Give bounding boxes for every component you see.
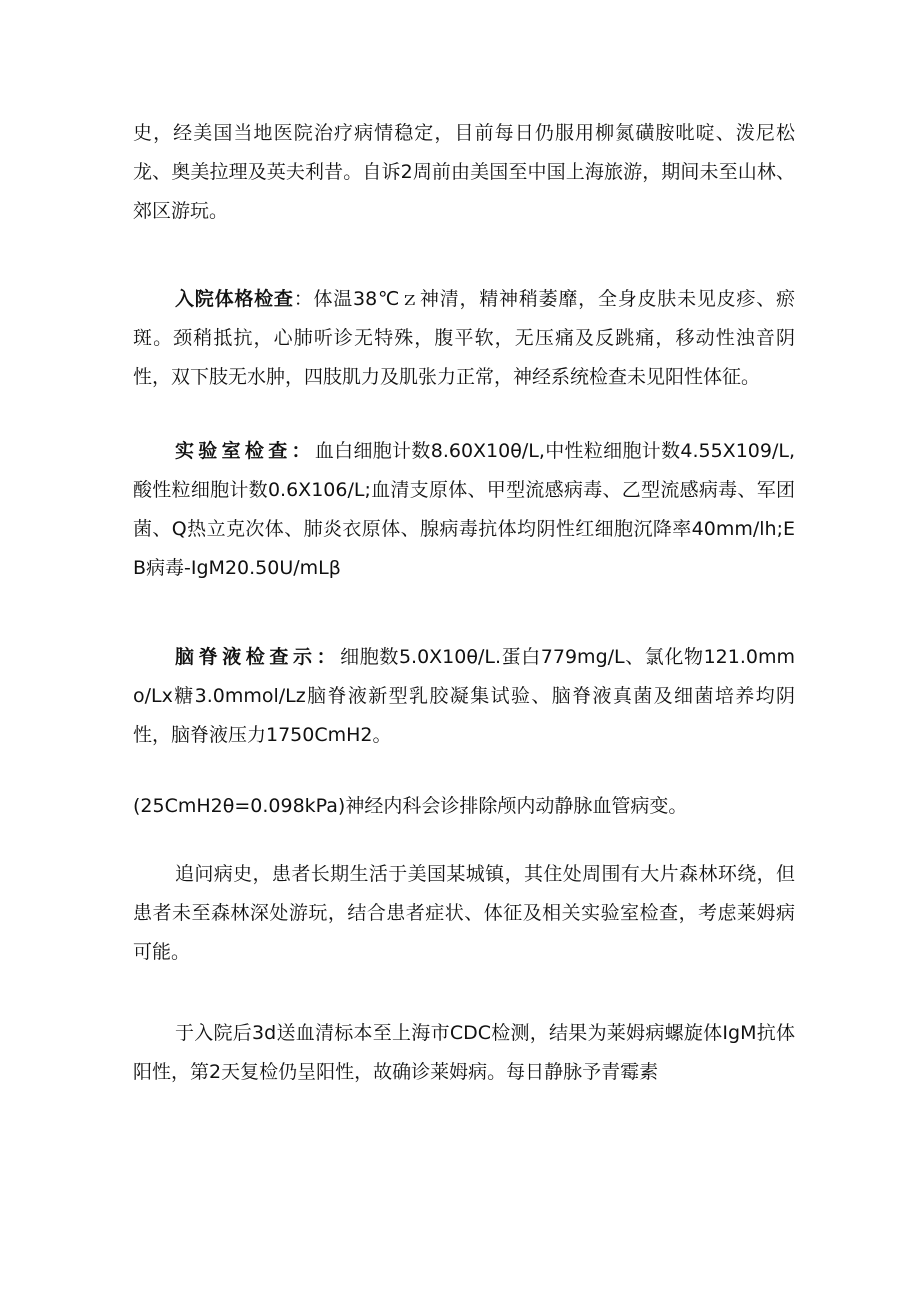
paragraph-physical-exam xyxy=(133,280,795,397)
paragraph-text: ：体温38℃ｚ神清，精神稍萎靡，全身皮肤未见皮疹、瘀斑。颈稍抵抗，心肺听诊无特殊，腹平软，无压痛及反跳痛，移动性浊音阴性，双下肢无水肿，四肢肌力及肌张力正常，神经系统检查未见阳性体征。 xyxy=(133,288,795,388)
section-label-lab-tests: 实验室检查： xyxy=(175,440,315,462)
paragraph-text: 细胞数5.0X10θ∕L.蛋白779mg/L、氯化物121.0mmo∕Lx糖3.0mmol/Lz脑脊液新型乳胶凝集试验、脑脊液真菌及细菌培养均阴性，脑脊液压力1750CmH2。 xyxy=(133,646,795,746)
paragraph-text: 血白细胞计数8.60X10θ∕L,中性粒细胞计数4.55X109/L,酸性粒细胞计数0.6X106/L;血清支原体、甲型流感病毒、乙型流感病毒、军团菌、Q热立克次体、肺炎衣原体、腺病毒抗体均阴性红细胞沉降率40mm/lh;EB病毒-IgM20.50U∕mLβ xyxy=(133,440,795,579)
paragraph-history-followup xyxy=(133,855,795,972)
section-label-physical-exam: 入院体格检查 xyxy=(175,288,294,310)
paragraph-pressure-note xyxy=(133,787,795,826)
paragraph-text: (25CmH2θ=0.098kPa)神经内科会诊排除颅内动静脉血管病变。 xyxy=(133,795,688,817)
paragraph-text: 追问病史，患者长期生活于美国某城镇，其住处周围有大片森林环绕，但患者未至森林深处游玩，结合患者症状、体征及相关实验室检查，考虑莱姆病可能。 xyxy=(133,863,795,963)
paragraph-text: 于入院后3d送血清标本至上海市CDC检测，结果为莱姆病螺旋体IgM抗体阳性，第2天复检仍呈阳性，故确诊莱姆病。每日静脉予青霉素 xyxy=(133,1022,795,1083)
paragraph-history-continued xyxy=(133,114,795,231)
paragraph-diagnosis xyxy=(133,1014,795,1092)
paragraph-text: 史，经美国当地医院治疗病情稳定，目前每日仍服用柳氮磺胺吡啶、泼尼松龙、奥美拉理及英夫利昔。自诉2周前由美国至中国上海旅游，期间未至山林、郊区游玩。 xyxy=(133,122,795,222)
paragraph-lab-tests xyxy=(133,432,795,588)
paragraph-csf-tests xyxy=(133,638,795,755)
section-label-csf-tests: 脑脊液检查示： xyxy=(175,646,341,668)
